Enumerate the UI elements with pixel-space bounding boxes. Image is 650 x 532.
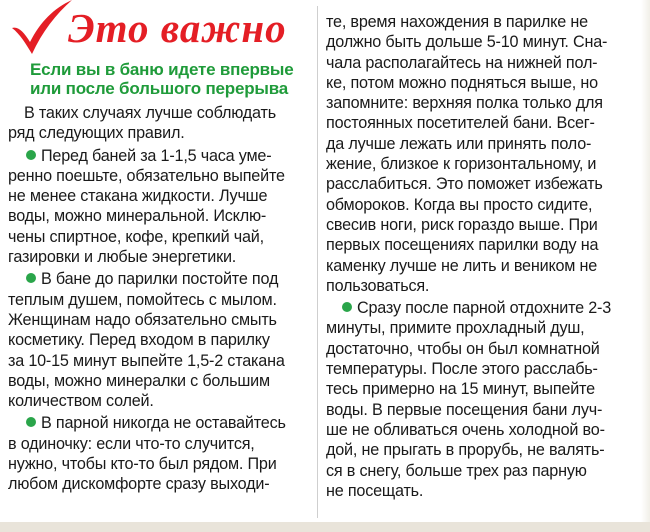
text-line: В таких случаях лучше соблюдать [24, 104, 276, 122]
text-line: Перед баней за 1-1,5 часа уме- [41, 146, 272, 165]
text-line: Сразу после парной отдохните 2-3 [357, 299, 611, 318]
text-line: Женщинам надо обязательно смыть [8, 310, 277, 329]
text-line: ке, потом можно подняться выше, но [326, 73, 598, 92]
text-line: тесь примерно на 15 минут, выпейте [326, 380, 595, 399]
text-line: ренно поешьте, обязательно выпейте [8, 166, 285, 185]
text-line: за 10-15 минут выпейте 1,5-2 стакана [8, 351, 285, 370]
text-line: минуты, примите прохладный душ, [326, 319, 585, 338]
text-line: нужно, чтобы кто-то был рядом. При [8, 455, 277, 474]
text-line: воды, можно минералки с большим [8, 371, 270, 390]
text-line: воды. В первые посещения бани луч- [326, 400, 603, 419]
text-line: ше не обливаться очень холодной во- [326, 420, 605, 439]
page-title: Это важно [68, 5, 287, 51]
header [8, 0, 308, 62]
continuation-paragraph [326, 12, 639, 296]
subtitle [30, 60, 320, 98]
text-line: должно быть дольше 5-10 минут. Сна- [326, 33, 608, 52]
bullet-paragraph-3 [8, 413, 310, 494]
text-line: не менее стакана жидкости. Лучше [8, 187, 268, 206]
text-line: запомните: верхняя полка только для [326, 94, 603, 113]
text-line: постоянных посетителей бани. Всег- [326, 114, 595, 133]
text-line: чала располагайтесь на нижней пол- [326, 53, 598, 72]
text-line: В парной никогда не оставайтесь [41, 414, 286, 433]
text-line: теплым душем, помойтесь с мылом. [8, 290, 277, 309]
text-line: да лучше лежать или принять поло- [326, 134, 592, 153]
text-line: жение, близкое к горизонтальному, и [326, 155, 597, 174]
text-line: дой, не прыгать в прорубь, не валять- [326, 441, 605, 460]
subtitle-line: Если вы в баню идете впервые [30, 60, 294, 79]
right-body [326, 12, 639, 501]
text-line: не посещать. [326, 481, 424, 500]
text-line: любом дискомфорте сразу выходи- [8, 475, 270, 494]
text-line: расслабиться. Это поможет избежать [326, 175, 603, 194]
bullet-dot-icon [26, 273, 36, 283]
bottom-edge [0, 522, 650, 532]
text-line: свесив ноги, риск гораздо выше. При [326, 215, 598, 234]
text-line: газировки и любые энергетики. [8, 248, 237, 267]
text-line: косметику. Перед входом в парилку [8, 331, 270, 350]
left-column [8, 0, 310, 532]
text-line: чены спиртное, кофе, крепкий чай, [8, 227, 264, 246]
bullet-paragraph-4 [326, 298, 639, 501]
text-line: обмороков. Когда вы просто сидите, [326, 195, 593, 214]
intro-paragraph [8, 103, 310, 144]
subtitle-line: или после большого перерыва [30, 79, 289, 98]
text-line: в одиночку: если что-то случится, [8, 434, 255, 453]
text-line: каменку лучше не лить и веником не [326, 256, 598, 275]
bullet-paragraph-2 [8, 269, 310, 411]
text-line: пользоваться. [326, 276, 430, 295]
bullet-paragraph-1 [8, 146, 310, 268]
text-line: ся в снегу, больше трех раз парную [326, 461, 587, 480]
text-line: температуры. После этого расслабь- [326, 360, 598, 379]
bullet-dot-icon [26, 150, 36, 160]
text-line: ряд следующих правил. [8, 124, 185, 143]
text-line: те, время нахождения в парилке не [326, 13, 588, 31]
text-line: первых посещениях парилки воду на [326, 236, 599, 255]
bullet-dot-icon [342, 302, 352, 312]
text-line: воды, можно минеральной. Исклю- [8, 207, 267, 226]
text-line: количеством солей. [8, 392, 154, 411]
page-edge [641, 0, 650, 532]
right-column [326, 12, 639, 522]
bullet-dot-icon [26, 417, 36, 427]
text-line: В бане до парилки постойте под [41, 270, 279, 289]
text-line: достаточно, чтобы он был комнатной [326, 339, 600, 358]
left-body [8, 103, 310, 495]
